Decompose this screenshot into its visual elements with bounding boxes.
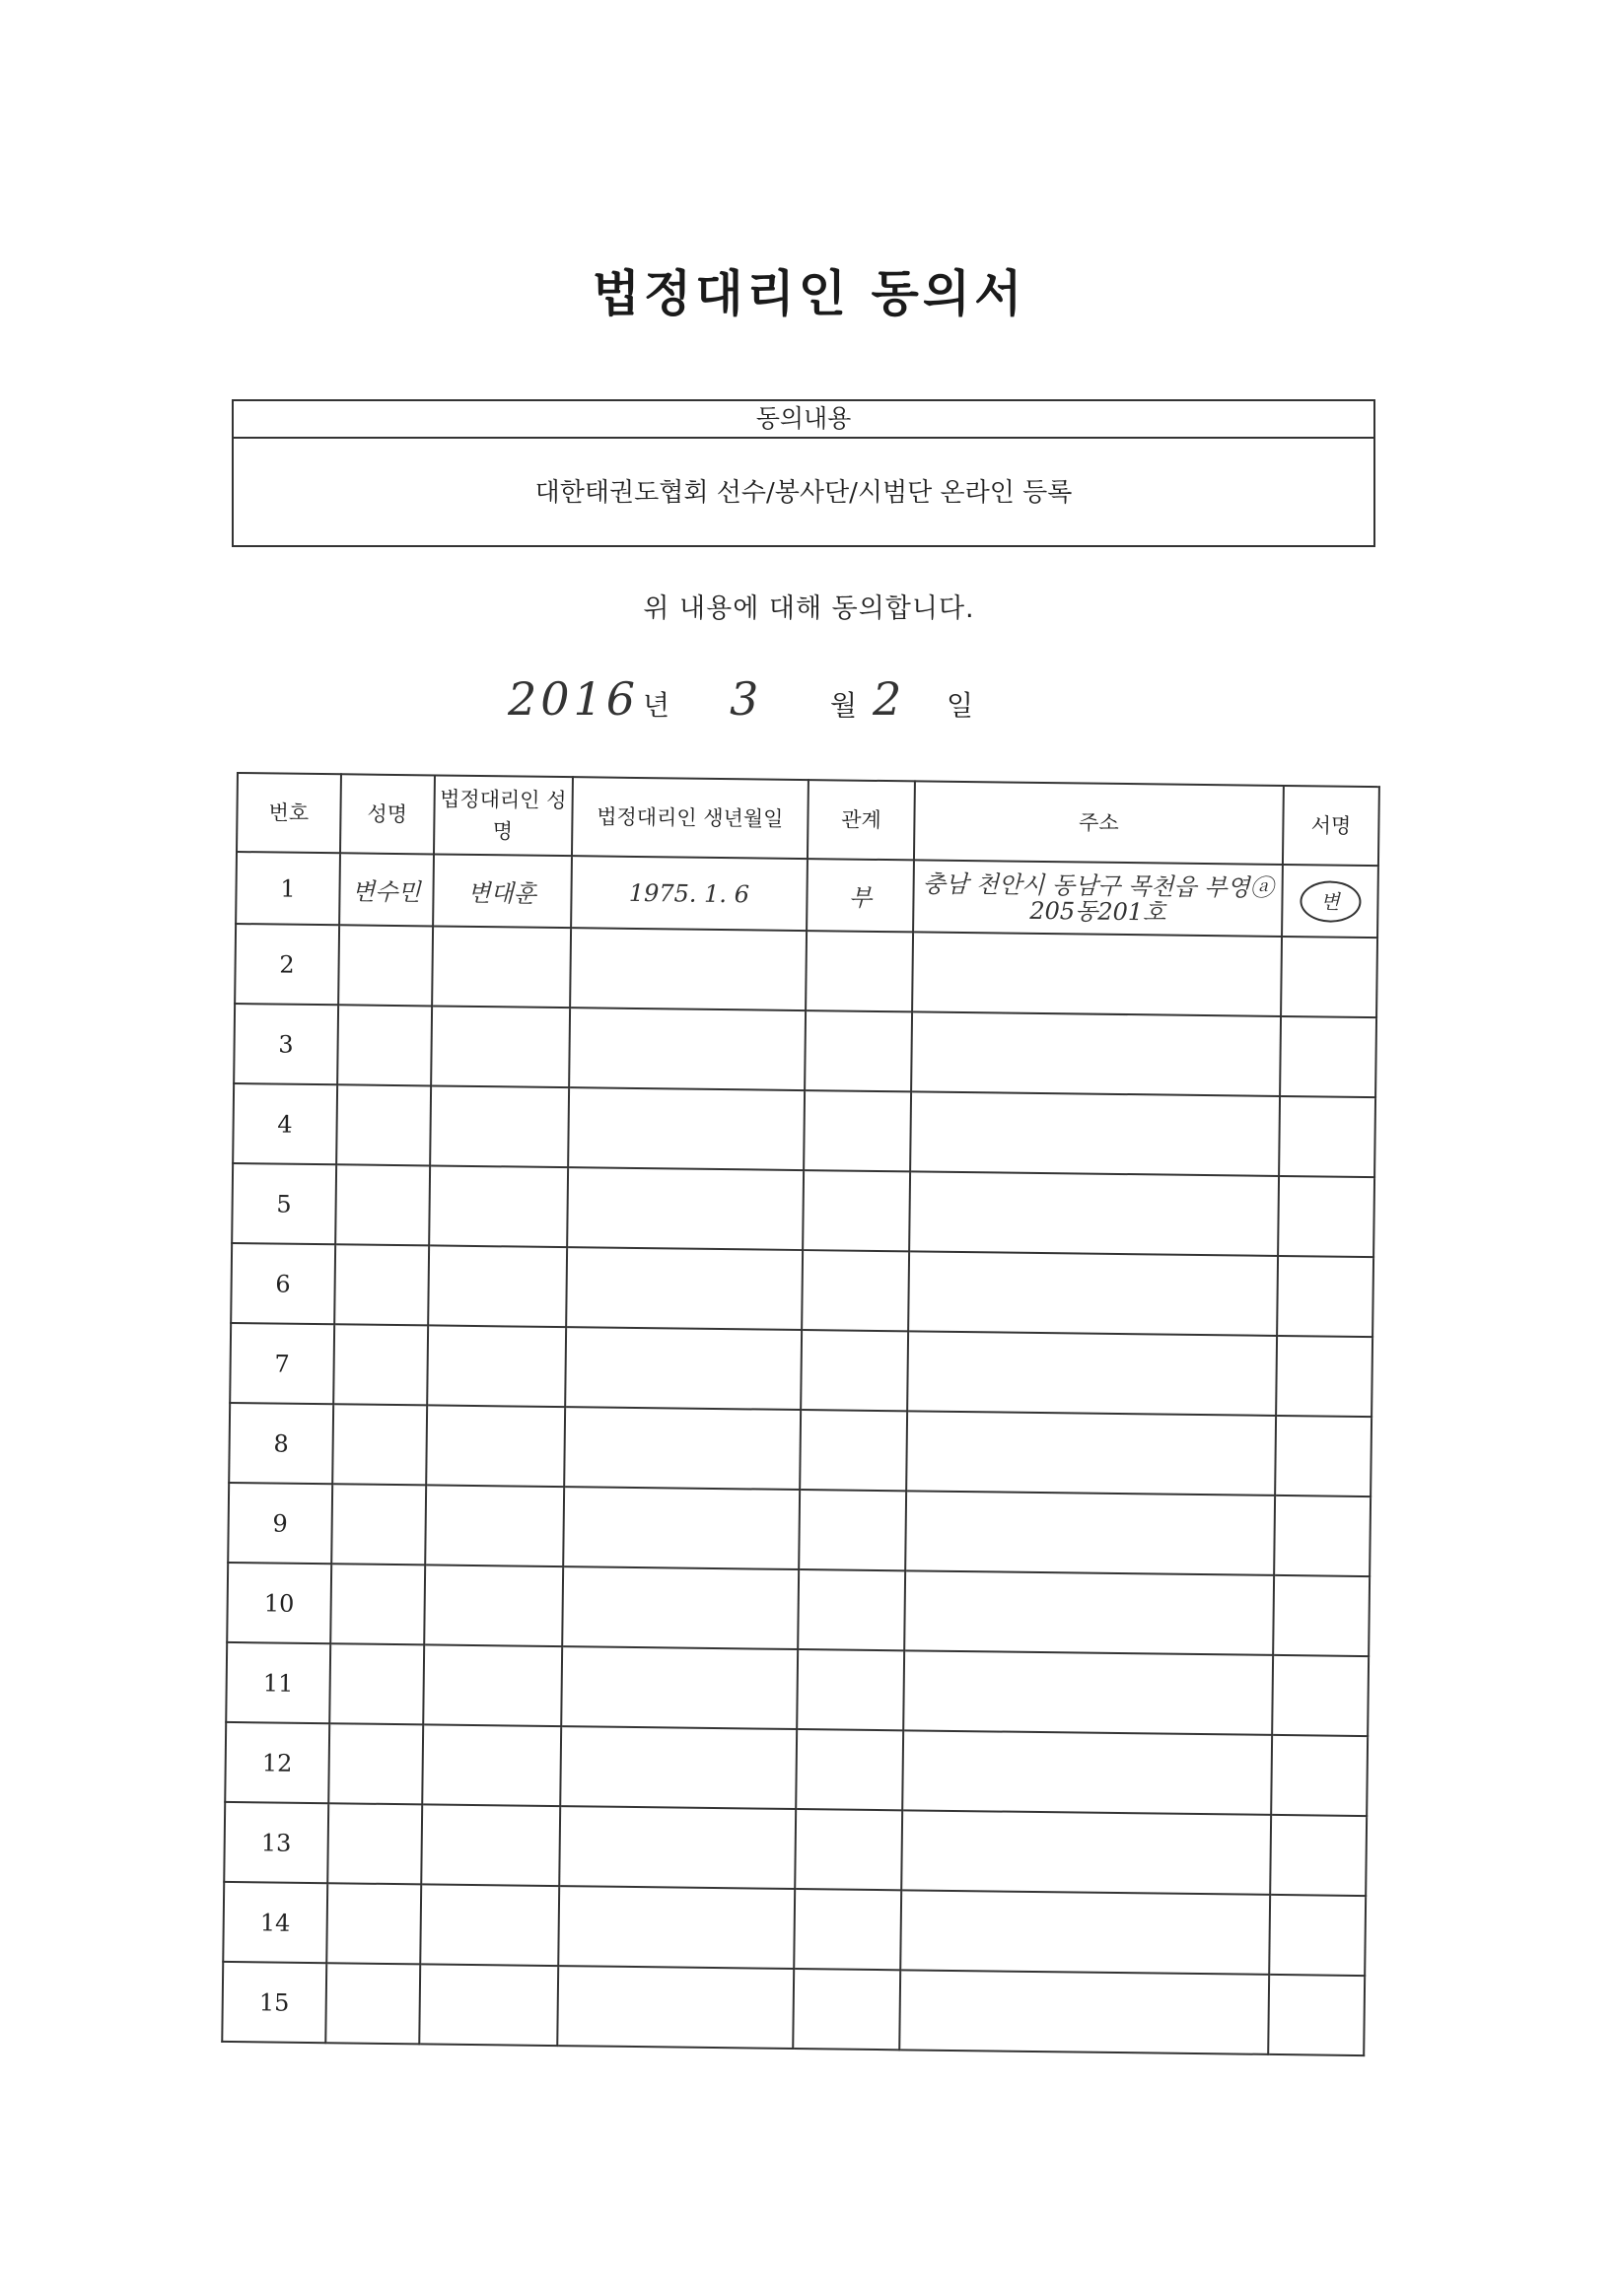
signature-seal: 변 xyxy=(1300,880,1362,923)
row-no: 4 xyxy=(233,1083,337,1164)
date-day-label: 일 xyxy=(947,689,974,722)
agree-statement: 위 내용에 대해 동의합니다. xyxy=(643,593,975,624)
date-month: 3 xyxy=(730,672,759,726)
table-row xyxy=(225,1722,1368,1816)
consent-box xyxy=(232,399,1375,547)
table-row xyxy=(228,1483,1371,1576)
header-signature: 서명 xyxy=(1283,786,1379,866)
date-month-label: 월 xyxy=(830,689,858,722)
table-row xyxy=(230,1323,1372,1417)
consent-header: 동의내용 xyxy=(234,401,1373,439)
consent-content: 대한태권도협회 선수/봉사단/시범단 온라인 등록 xyxy=(534,478,1073,508)
row-no: 8 xyxy=(229,1403,333,1484)
row-no: 15 xyxy=(222,1962,326,2043)
row-rep-name: 변대훈 xyxy=(433,854,572,928)
row-no: 12 xyxy=(225,1722,329,1803)
table-row xyxy=(226,1642,1369,1736)
row-relation: 부 xyxy=(807,859,914,932)
date-day: 2 xyxy=(873,672,902,726)
date-year: 2016 xyxy=(508,672,640,726)
header-name: 성명 xyxy=(340,774,435,854)
date-line xyxy=(0,672,1618,731)
row-rep-birth: 1975. 1. 6 xyxy=(571,856,809,931)
row-no: 10 xyxy=(227,1563,331,1643)
table-row xyxy=(234,1004,1376,1097)
row-no: 14 xyxy=(223,1882,327,1963)
row-no: 5 xyxy=(232,1163,336,1244)
header-relation: 관계 xyxy=(808,780,915,860)
table-row xyxy=(232,1163,1374,1257)
document-title: 법정대리인 동의서 xyxy=(592,265,1026,322)
table-row xyxy=(235,924,1377,1017)
header-address: 주소 xyxy=(914,781,1284,865)
table-row xyxy=(236,852,1378,938)
row-name: 변수민 xyxy=(339,853,434,926)
row-no: 7 xyxy=(230,1323,334,1404)
header-no: 번호 xyxy=(237,773,341,853)
table-header-row xyxy=(237,773,1379,866)
row-no: 3 xyxy=(234,1004,338,1084)
row-no: 9 xyxy=(228,1483,332,1564)
header-rep-birth: 법정대리인 생년월일 xyxy=(572,777,809,859)
table-row xyxy=(229,1403,1372,1496)
row-no: 13 xyxy=(224,1802,328,1883)
table-row xyxy=(227,1563,1370,1656)
row-no: 1 xyxy=(236,852,340,925)
table-row xyxy=(223,1882,1366,1976)
row-no: 11 xyxy=(226,1642,330,1723)
row-signature xyxy=(1282,865,1378,938)
table-row xyxy=(233,1083,1375,1177)
row-no: 2 xyxy=(235,924,339,1005)
row-no: 6 xyxy=(231,1243,335,1324)
date-year-label: 년 xyxy=(643,689,670,722)
row-address: 충남 천안시 동남구 목천읍 부영ⓐ 205동201호 xyxy=(913,860,1283,937)
header-rep-name: 법정대리인 성명 xyxy=(434,775,573,856)
table-row xyxy=(224,1802,1367,1896)
registration-table xyxy=(221,772,1380,2056)
table-row xyxy=(231,1243,1373,1337)
table-row xyxy=(222,1962,1365,2055)
